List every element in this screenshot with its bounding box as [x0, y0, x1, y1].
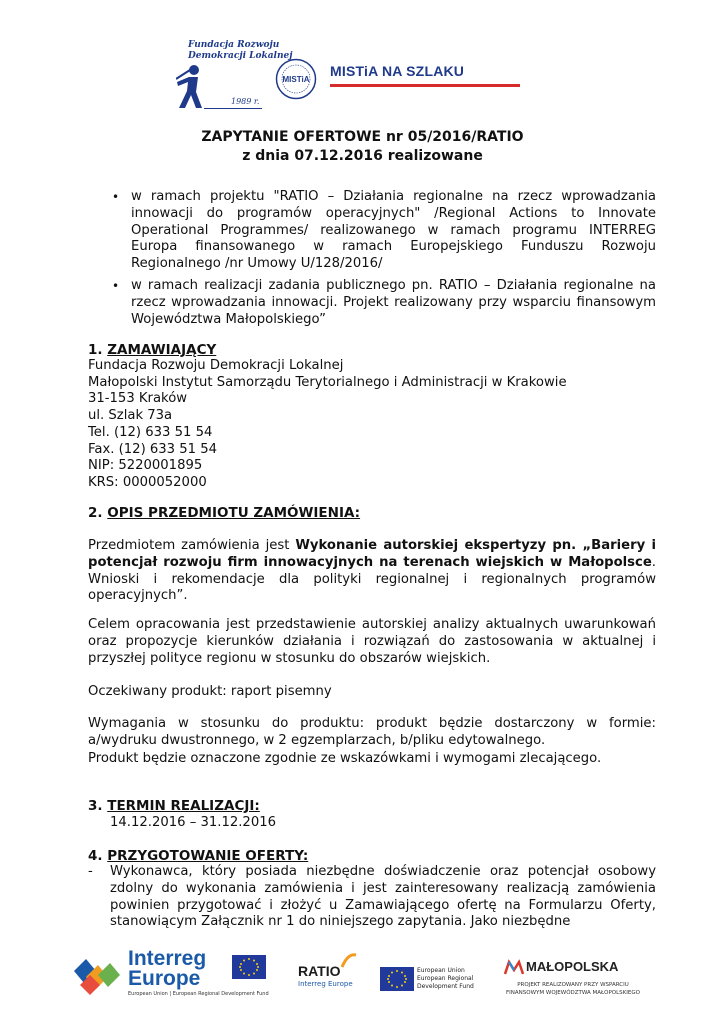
subject-end: . Wnioski i rekomendacje dla polityki regionalnej i regionalnych programów operacyjnych”.	[88, 554, 656, 604]
section2-number: 2.	[88, 505, 103, 521]
malopolska-caption-line2: FINANSOWYM WOJEWÓDZTWA MAŁOPOLSKIEGO	[506, 990, 640, 996]
ratio-logo	[296, 945, 486, 1005]
mistia-seal-icon	[275, 58, 317, 100]
section2-requirements: Wymagania w stosunku do produktu: produkt będzie dostarczony w formie: a/wydruku dwustronnego, w 2 egzemplarzach, b/pliku edytowalnego.	[88, 716, 656, 748]
eu-flag-icon	[232, 955, 266, 979]
orderer-fax: Fax. (12) 633 51 54	[88, 441, 218, 457]
orderer-institute: Małopolski Instytut Samorządu Terytorialnego i Administracji w Krakowie	[88, 374, 567, 390]
malopolska-caption	[498, 981, 648, 997]
eu-caption-line2: European Regional	[417, 975, 474, 982]
europe-word: Europe	[128, 967, 201, 990]
intro-bullet-1: w ramach projektu "RATIO – Działania regionalne na rzecz wprowadzania innowacji do programów operacyjnych" /Regional Actions to Innovate Operational Programmes/ realizowanego w ramach programu INTERREG Europa finansowanego w ramach Europejskiego Funduszu Rozwoju Regionalnego /nr Umowy U/128/2016/	[131, 189, 656, 272]
ratio-subtitle: Interreg Europe	[298, 980, 353, 988]
section4-heading	[88, 848, 308, 864]
section1-address	[88, 358, 567, 492]
section2-heading	[88, 505, 360, 521]
orderer-phone: Tel. (12) 633 51 54	[88, 424, 213, 440]
bullet-marker: •	[112, 190, 120, 204]
orderer-street: ul. Szlak 73a	[88, 408, 173, 424]
ratio-swoosh-icon	[340, 951, 358, 969]
interreg-word: Interreg	[128, 947, 207, 970]
eu-caption	[417, 967, 474, 991]
malopolska-name: MAŁOPOLSKA	[526, 959, 619, 974]
subject-intro: Przedmiotem zamówienia jest	[88, 538, 296, 553]
interreg-logo	[72, 945, 272, 1005]
orderer-nip: NIP: 5220001895	[88, 458, 203, 474]
foundation-figure-icon	[176, 64, 204, 112]
section1-heading	[88, 342, 216, 358]
section3-dates: 14.12.2016 – 31.12.2016	[110, 815, 276, 830]
mistia-badge-text: MISTiA	[282, 75, 310, 84]
malopolska-logo	[488, 945, 658, 1005]
section2-marking: Produkt będzie oznaczone zgodnie ze wskazówkami i wymogami zlecającego.	[88, 751, 602, 766]
foundation-logo	[176, 40, 293, 112]
ratio-title: RATIO	[298, 963, 341, 979]
foundation-year: 1989 r.	[231, 97, 260, 106]
foundation-underline	[204, 108, 262, 109]
foundation-line1: Fundacja Rozwoju	[188, 40, 280, 50]
bullet-marker: •	[112, 279, 120, 293]
eu-caption-line3: Development Fund	[417, 983, 474, 990]
orderer-postcode: 31-153 Kraków	[88, 391, 188, 407]
section1-number: 1.	[88, 342, 103, 358]
section3-title: TERMIN REALIZACJI:	[107, 798, 260, 814]
interreg-mark-icon	[72, 953, 128, 997]
mistia-underline	[330, 84, 520, 87]
eu-flag-icon	[380, 967, 414, 991]
section4-item1: Wykonawca, który posiada niezbędne doświadczenie oraz potencjał osobowy zdolny do wykonania zamówienia i jest zainteresowany realizacją zamówienia powinien przygotować i złożyć u Zamawiającego ofertę na Formularzu Oferty, stanowiącym Załącznik nr 1 do niniejszego zapytania. Jako niezbędne	[110, 864, 656, 930]
foundation-line2: Demokracji Lokalnej	[188, 51, 293, 61]
section2-paragraph-goal: Celem opracowania jest przedstawienie autorskiej analizy aktualnych uwarunkowań oraz propozycje kierunków działania i rozwiązań do zastosowania w aktualnej i przyszłej polityce regionu w stosunku do obszarów wiejskich.	[88, 617, 656, 666]
mistia-title: MISTiA NA SZLAKU	[330, 63, 465, 79]
orderer-name: Fundacja Rozwoju Demokracji Lokalnej	[88, 358, 344, 373]
section2-title: OPIS PRZEDMIOTU ZAMÓWIENIA:	[107, 505, 361, 521]
section2-paragraph-subject	[88, 538, 656, 605]
malopolska-mark-icon	[504, 959, 524, 975]
section3-heading	[88, 798, 260, 814]
orderer-krs: KRS: 0000052000	[88, 474, 207, 490]
section2-expected-product: Oczekiwany produkt: raport pisemny	[88, 684, 332, 699]
section4-dash: -	[88, 864, 93, 879]
section1-title: ZAMAWIAJĄCY	[107, 342, 217, 358]
malopolska-caption-line1: PROJEKT REALIZOWANY PRZY WSPARCIU	[517, 982, 629, 988]
section4-title: PRZYGOTOWANIE OFERTY:	[107, 848, 309, 864]
section3-number: 3.	[88, 798, 103, 814]
doc-title-line2: z dnia 07.12.2016 realizowane	[242, 148, 483, 164]
section4-number: 4.	[88, 848, 103, 864]
interreg-caption: European Union | European Regional Development Fund	[128, 991, 269, 997]
eu-caption-line1: European Union	[417, 967, 465, 974]
subject-title-bold: Wykonanie autorskiej ekspertyzy pn. „Bariery i potencjał rozwoju firm innowacyjnych na terenach wiejskich w Małopolsce	[88, 538, 656, 570]
doc-title-line1: ZAPYTANIE OFERTOWE nr 05/2016/RATIO	[201, 129, 524, 145]
intro-bullet-2: w ramach realizacji zadania publicznego pn. RATIO – Działania regionalne na rzecz wprowadzania innowacji. Projekt realizowany przy wsparciu finansowym Województwa Małopolskiego”	[131, 278, 656, 327]
